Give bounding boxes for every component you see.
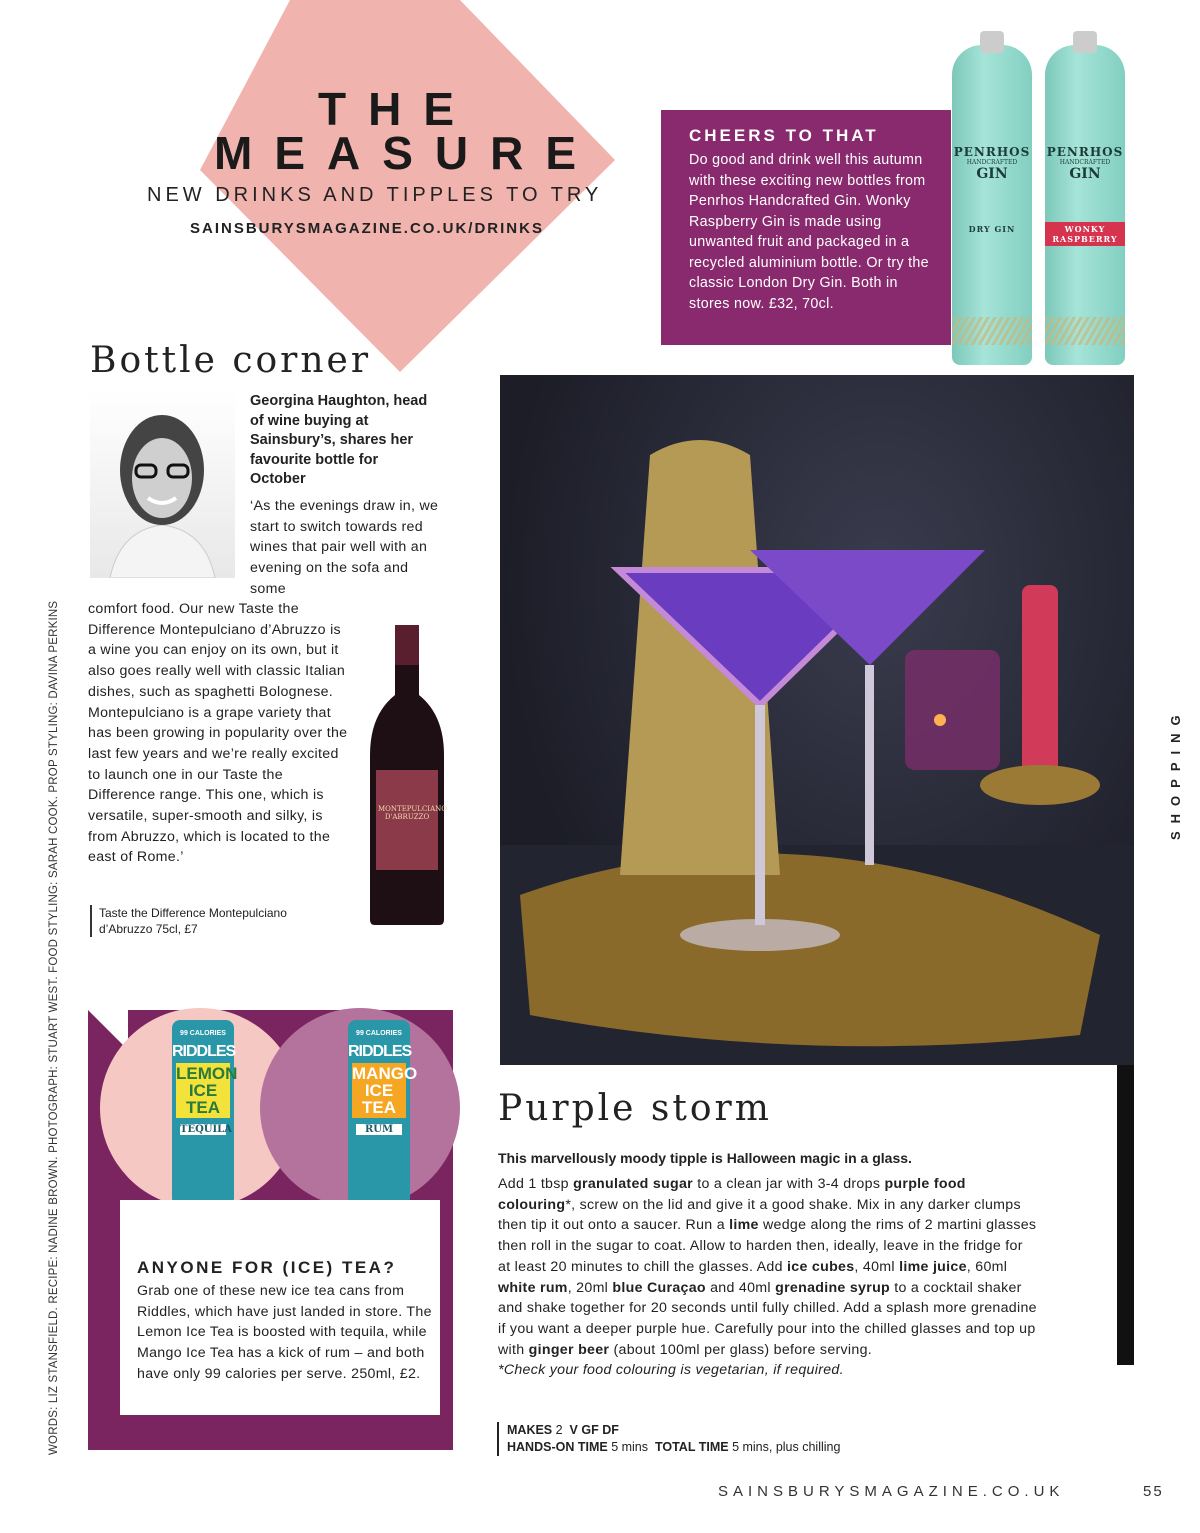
recipe-method	[498, 1174, 1038, 1381]
can-brand: RIDDLES	[348, 1043, 412, 1060]
recipe-text-segment: to a clean jar with 3-4 drops	[692, 1176, 885, 1192]
gin-sub: HANDCRAFTED	[966, 159, 1018, 166]
footer-site: SAINSBURYSMAGAZINE.CO.UK	[718, 1483, 1065, 1500]
handson-label: HANDS-ON TIME	[507, 1440, 608, 1454]
recipe-text-segment: Add 1 tbsp	[498, 1176, 574, 1192]
gin-label: GIN	[976, 166, 1008, 182]
tea-heading: ANYONE FOR (ICE) TEA?	[137, 1258, 397, 1277]
ingredient: granulated sugar	[573, 1176, 693, 1192]
quote-text: comfort food. Our new Taste the Difference Montepulciano d’Abruzzo is a wine you can enjoy on its own, but it also goes really well with classic Italian dishes, such as spaghetti Bolognese. Montepulciano is a grape variety that has been growing in popularity over the last few years and we’re really excited to launch one in our Taste the Difference range. This one, which is versatile, super-smooth and silky, is from Abruzzo, which is located to the east of Rome.’	[88, 601, 348, 866]
ingredient: ginger beer	[528, 1341, 610, 1358]
ingredient: white rum	[498, 1279, 568, 1296]
tea-body: Grab one of these new ice tea cans from Riddles, which have just landed in store. The Lemon Ice Tea is boosted with tequila, while Mango Ice Tea has a kick of rum – and both have only 99 calories per serve. 250ml, £2.	[137, 1283, 432, 1382]
ingredient: lime juice	[899, 1258, 967, 1275]
wine-label: MONTEPULCIANO D'ABRUZZO	[378, 805, 447, 821]
recipe-text-segment: and 40ml	[705, 1279, 776, 1296]
gin-variety: WONKY RASPBERRY	[1045, 222, 1125, 246]
gin-bottle-raspberry	[1045, 45, 1125, 365]
can-brand: RIDDLES	[172, 1043, 236, 1060]
ingredient: ice cubes	[787, 1258, 855, 1275]
bottle-corner-intro: Georgina Haughton, head of wine buying at Sainsbury’s, shares her favourite bottle for October	[250, 393, 428, 487]
mango-can	[348, 1020, 418, 1206]
diet-tags: V GF DF	[569, 1423, 619, 1437]
cheers-body: Do good and drink well this autumn with these exciting new bottles from Penrhos Handcrafted Gin. Wonky Raspberry Gin is made using unwanted fruit and packaged in a recycled aluminium bottle. Or try the classic London Dry Gin. Both in stores now. £32, 70cl.	[689, 152, 929, 312]
handson-value: 5 mins	[611, 1440, 649, 1454]
can-flavour: MANGO ICE TEA	[352, 1064, 418, 1117]
recipe-meta	[497, 1422, 840, 1456]
can-flavour: LEMON ICE TEA	[176, 1064, 238, 1117]
recipe-text-segment: *, screw on the lid and give it a good shake. Mix in any darker clumps then tip it out onto a saucer. Run a	[498, 1196, 1021, 1234]
cheers-heading: CHEERS TO THAT	[689, 126, 879, 145]
quote-part-1: ‘As the evenings draw in, we start to switch towards red wines that pair well with an evening on the sofa and some	[250, 498, 439, 597]
gin-variety: DRY GIN	[968, 224, 1016, 234]
recipe-text-segment: to a cocktail shaker and shake together for 20 seconds until fully chilled. Add a splash more grenadine if you want a deeper purple hue. Carefully pour into the chilled glasses and top up with	[498, 1279, 1037, 1358]
recipe-note: *Check your food colouring is vegetarian, if required.	[498, 1362, 844, 1379]
bottle-corner-heading: Bottle corner	[90, 340, 372, 381]
can-calories: 99 CALORIES	[356, 1030, 402, 1037]
cheers-panel	[661, 110, 951, 345]
recipe-text-segment: , 20ml	[567, 1279, 613, 1296]
wine-bottle	[368, 625, 446, 925]
gin-brand: PENRHOS	[953, 145, 1031, 159]
page-number: 55	[1143, 1483, 1164, 1500]
makes-label: MAKES	[507, 1423, 553, 1437]
gin-bottle-dry	[952, 45, 1032, 365]
gin-label: GIN	[1069, 166, 1101, 182]
recipe-text-segment: , 40ml	[854, 1258, 900, 1275]
title-line-2: MEASURE	[214, 127, 599, 179]
can-spirit: RUM	[356, 1124, 402, 1135]
black-bar-decoration	[1117, 1065, 1134, 1365]
recipe-text-segment: , 60ml	[966, 1258, 1008, 1275]
portrait-photo	[90, 390, 235, 578]
total-label: TOTAL TIME	[654, 1440, 729, 1454]
subtitle: NEW DRINKS AND TIPPLES TO TRY	[147, 184, 603, 206]
recipe-text-segment: (about 100ml per glass) before serving.	[609, 1341, 873, 1358]
gin-brand: PENRHOS	[1046, 145, 1124, 159]
ingredient: blue Curaçao	[612, 1279, 706, 1296]
ingredient: purple food colouring	[498, 1176, 966, 1213]
ingredient: lime	[729, 1217, 759, 1234]
title-line-1: THE	[318, 83, 476, 135]
ingredient: grenadine syrup	[775, 1279, 891, 1296]
section-label: SHOPPING	[1168, 707, 1183, 840]
purple-storm-heading: Purple storm	[498, 1088, 772, 1129]
can-spirit: TEQUILA	[180, 1124, 232, 1135]
total-value: 5 mins, plus chilling	[732, 1440, 841, 1454]
recipe-text	[498, 1176, 1037, 1358]
wine-caption: Taste the Difference Montepulciano d’Abruzzo 75cl, £7	[90, 905, 340, 937]
can-calories: 99 CALORIES	[180, 1030, 226, 1037]
recipe-text-segment: wedge along the rims of 2 martini glasses then roll in the sugar to coat. Allow to harden then, ideally, leave in the fridge for at least 20 minutes to chill the glasses. Add	[498, 1217, 1037, 1275]
makes-value: 2	[555, 1423, 563, 1437]
drinks-url-link[interactable]: SAINSBURYSMAGAZINE.CO.UK/DRINKS	[190, 220, 544, 237]
lemon-can	[172, 1020, 238, 1206]
cocktail-photo	[500, 375, 1134, 1065]
credits: WORDS: LIZ STANSFIELD. RECIPE: NADINE BROWN. PHOTOGRAPH: STUART WEST. FOOD STYLING: SARAH COOK. PROP STYLING: DAVINA PERKINS	[48, 600, 60, 1455]
purple-storm-lead: This marvellously moody tipple is Halloween magic in a glass.	[498, 1150, 912, 1166]
gin-sub: HANDCRAFTED	[1059, 159, 1111, 166]
